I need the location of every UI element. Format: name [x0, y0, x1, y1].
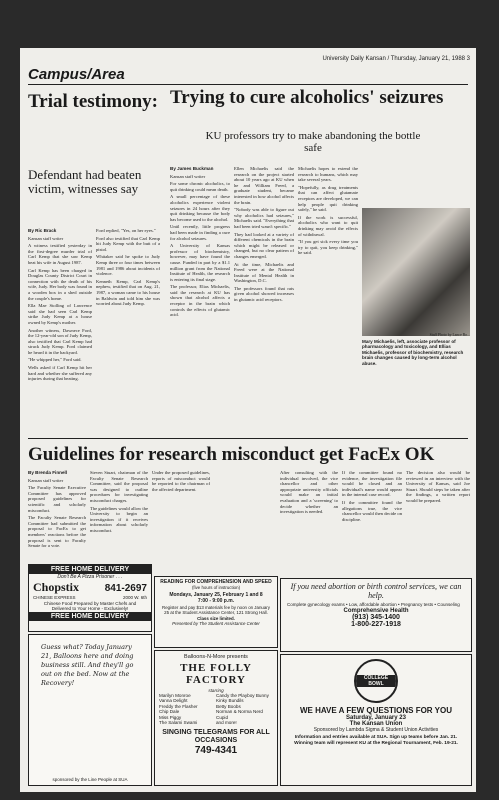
college-bowl-logo [354, 659, 398, 703]
paragraph: "Hopefully, as drug treatments that can affect glutamate receptors are developed, we can help people quit drinking safely," he said. [298, 184, 358, 213]
story3-byline: By Brenda Finnell [28, 470, 68, 475]
story3-col3 [152, 470, 210, 574]
cast-name: Betty Boobs [216, 703, 241, 709]
paragraph: Another witness, Dawnece Ford, the 12-year-old son of Judy Kemp, also testified that Carl Kemp had struck Judy Kemp. Ford claimed he heard it in the backyard. [28, 327, 92, 355]
paragraph: Carl Kemp has been charged in Douglas County District Court in connection with the death of his wife, Judy. Her body was found in a wooden box in a shed outside the couple's home. [28, 267, 92, 301]
cast-name: Norman & Norma Nerd [216, 709, 263, 715]
cast-name: Chip Dale [159, 709, 180, 715]
paragraph: Whitaker said he spoke to Judy Kemp three or four times between 1981 and 1986 about incidents of violence. [96, 254, 160, 277]
free-delivery-bottom: FREE HOME DELIVERY [29, 612, 151, 621]
chopstix-row [29, 580, 151, 595]
paragraph: A small percentage of these alcoholics experience violent seizures in 24 hours after they quit drinking because the body has become used to the alcohol. [170, 194, 230, 222]
paragraph: The decision also would be reviewed in an interview with the University of Kansas, said Joe Stuart. Should steps be taken after the findings, a written report would be prepared. [406, 470, 470, 503]
paragraph: At the time, Michaelis and Freed were at the National Institute of Mental Health in Washington, D.C. [234, 261, 294, 284]
cast-name: Candy the Playboy Bunny [216, 693, 269, 698]
story3-byline-role: Kansan staff writer [28, 477, 64, 483]
paragraph: The Faculty Senate Executive Committee has approved proposed guidelines for scientific and scholarly misconduct. [28, 485, 86, 513]
cast-name: Vanna Delight [159, 698, 188, 704]
balloons-starring: starring [208, 688, 224, 693]
story3-col4 [280, 470, 338, 574]
cast-name: Kinky Bundils [216, 698, 244, 704]
chopstix-phone: 841-2697 [104, 583, 147, 594]
college-bowl-ad [280, 654, 472, 786]
cb-sponsor: Sponsored by Lambda Sigma & Student Union Activities [313, 727, 439, 733]
balloons-phone: 749-4341 [194, 745, 238, 757]
running-head: University Daily Kansan / Thursday, January 21, 1988 3 [322, 56, 470, 62]
paragraph: The guidelines would allow the University to begin an investigation if it receives information about scholarly misconduct. [90, 505, 148, 533]
story1-body [28, 228, 92, 436]
section-rule [28, 84, 468, 85]
story3-col5 [342, 470, 402, 574]
photo-caption: Mary Michaelis, left, associate professor of pharmacology and toxicology, and Ellias Michaelis, professor of biochemistry, research brain changes caused by long-term alcohol abuse. [362, 339, 464, 366]
story3-col2 [90, 470, 148, 560]
balloons-top: Balloons-N-More presents [184, 654, 248, 660]
paragraph: Steven Stuart, chairman of the Faculty Senate Research Committee, said the proposal was designed to outline procedures for investigating misconduct charges. [90, 470, 148, 503]
cb-info: Information and entries available at SUA. Sign up teams before Jan. 21. Winning team will represent KU at the Regional Tournament, Feb. 19-21. [294, 735, 458, 746]
paragraph: Kenneth Kemp, Carl Kemp's nephew, testified that on Aug. 21, 1987, a woman came to his house in Baldwin and told him she was worried about Judy Kemp. [96, 278, 160, 307]
paragraph: They had looked at a variety of different chemicals in the brain which might be released or changed, but no clear pattern of changes emerged. [234, 231, 294, 259]
clinic-ad [280, 578, 472, 652]
story1-body-col2 [96, 228, 160, 436]
cast-name: Miss Piggy [159, 714, 182, 720]
balloons-cast [155, 693, 277, 725]
story3-col1 [28, 470, 86, 560]
paragraph: Under the proposed guidelines, reports of misconduct would be reported to the chairman of the affected department. [152, 470, 210, 492]
reading-time: 7:00 - 9:00 p.m. [197, 598, 235, 604]
photo-credit: Staff Photo by Lance Ro... [429, 333, 470, 337]
reading-fee: Register and pay $13 materials fee by noon on January 25 at the Student Assistance Center, 121 Strong Hall. [162, 605, 270, 615]
paragraph: Ella Mae Stolling of Lawrence said she had seen Carl Kemp strike Judy Kemp at a house owned by Kemp's mother. [28, 303, 92, 325]
cast-name: and more! [216, 720, 237, 726]
balloons-tagline: SINGING TELEGRAMS FOR ALL OCCASIONS [162, 729, 270, 745]
story1-deck: Defendant had beaten victim, witnesses say [28, 167, 142, 196]
note-signature: sponsored by the Line People at SUA [52, 777, 128, 782]
story1-headline: Trial testimony: [28, 91, 158, 112]
paragraph: The Faculty Senate Research Committee had submitted the proposal to FacEx to get members' reactions before the proposal is sent to Faculty Senate for a vote. [28, 515, 86, 549]
paragraph: If the committee found no evidence, the investigation file would be closed and an individual's name would appear in the internal case record. [342, 470, 402, 498]
cast-name: Marilyn Monroe [159, 693, 191, 698]
paragraph: Until recently, little progress had been made in finding a cure for alcohol seizures. [170, 224, 230, 241]
clinic-phone-2: 1-800-227-1918 [351, 621, 401, 628]
reading-by: Presented by The Student Assistance Center [172, 621, 260, 626]
story2-col2 [234, 166, 294, 438]
reading-sub: (five hours of instruction) [191, 585, 241, 590]
story2-headline: Trying to cure alcoholics' seizures [170, 87, 444, 108]
story3-headline: Guidelines for research misconduct get FacEx OK [28, 444, 435, 465]
paragraph: If the work is successful, alcoholics who want to quit drinking may avoid the effects of withdrawal. [298, 214, 358, 237]
clinic-lead: If you need abortion or birth control services, we can help. [290, 582, 462, 600]
reading-dates: Mondays, January 25, February 1 and 8 [169, 592, 263, 598]
paragraph: Ford also testified that Carl Kemp hit Judy Kemp with the butt of a pistol. [96, 235, 160, 252]
cast-name: The Salami Swami [159, 720, 198, 726]
cast-name: Cupid [216, 714, 229, 720]
paragraph: A University of Kansas professor of biochemistry, however, may have found the cause. Funded in part by a $1.1 million grant from the National Institute of Health, the research is entering its final stage. [170, 243, 230, 282]
divider-rule [28, 438, 468, 439]
handwritten-note-ad [28, 634, 152, 786]
paragraph: Ellen Michaelis said the research on the project started about 10 years ago at KU when he and William Freed, a graduate student, became interested in how alcohol affects the brain. [234, 166, 294, 205]
college-bowl-title: COLLEGE BOWL [356, 675, 396, 687]
clinic-phone: (913) 345-1400 [352, 614, 400, 621]
story1-byline: By Ric Brack [28, 228, 57, 233]
story3-col6 [406, 470, 470, 574]
reading-ad [154, 576, 278, 648]
reading-limit: Class size limited. [197, 616, 235, 621]
cb-headline: WE HAVE A FEW QUESTIONS FOR YOU [299, 706, 452, 715]
free-delivery-top: FREE HOME DELIVERY [29, 565, 151, 574]
paragraph: Wells asked if Carl Kemp hit her hard and whether she suffered any injuries during that beating. [28, 365, 92, 382]
paragraph: "He whipped her," Ford said. [28, 357, 82, 363]
paragraph: If the committee found the allegations true, the vice chancellor would then decide on discipline. [342, 499, 402, 522]
newspaper-page [20, 48, 476, 792]
note-text: Guess what? Today January 21, Balloons here and doing business still. And they'll go out on the bed. Now at the Recovery! [41, 643, 134, 687]
paragraph: Michaelis hopes to extend the research to humans, which may take several years. [298, 166, 358, 183]
chopstix-sub: CHINESE EXPRESS [33, 595, 76, 600]
paragraph: After consulting with the individual involved, the vice chancellor and other appropriate university officials would make an initial evaluation and a 'screening' to decide whether an investigation is needed. [280, 470, 338, 515]
paragraph: The professor, Elias Michaelis, said the research at KU has shown that alcohol affects a receptor in the brain which controls the effects of glutamic acid. [170, 284, 230, 318]
cb-date: Saturday, January 23 [346, 715, 406, 721]
chopstix-ad [28, 564, 152, 632]
story2-col3 [298, 166, 358, 438]
paragraph: "If you get sick every time you try to quit, you keep drinking," he said. [298, 239, 358, 256]
pizza-line: Don't Be A Pizza Prisoner . . . [57, 574, 123, 580]
story2-deck: KU professors try to make abandoning the bottle safe [205, 130, 421, 154]
research-photo [362, 208, 470, 336]
chopstix-line: Chinese Food Prepared by Master Chefs and Delivered to Your Home - Exclusively! [43, 601, 137, 611]
paragraph: Ford replied, "Yes, on her eyes." [96, 228, 156, 233]
paragraph: For some chronic alcoholics, to quit drinking could mean death. [170, 181, 230, 192]
section-title: Campus/Area [28, 66, 125, 83]
chopstix-address: 2000 W. 6th [122, 595, 147, 600]
balloons-title: THE FOLLY FACTORY [180, 662, 252, 686]
story2-byline-role: Kansan staff writer [170, 173, 206, 179]
cast-name: Freddy the Flasher [159, 703, 198, 709]
paragraph: The professors found that rats given alcohol showed increases in glutamic acid receptors. [234, 285, 294, 303]
story2-col1 [170, 166, 230, 438]
balloons-ad [154, 650, 278, 786]
clinic-services: Complete gynecology exams • Low, affordable abortion • Pregnancy tests • Counseling [287, 602, 460, 607]
clinic-name: Comprehensive Health [343, 608, 409, 614]
story1-byline-role: Kansan staff writer [28, 235, 64, 241]
cb-place: The Kansan Union [349, 721, 403, 727]
reading-title: READING FOR COMPREHENSION AND SPEED [160, 579, 272, 585]
chopstix-logo: Chopstix [33, 580, 80, 594]
paragraph: "Nobody was able to figure out why alcoholics had seizures," Michaelis said. "Everything that had been tried wasn't specific." [234, 207, 294, 229]
story2-byline: By James Buckman [170, 166, 214, 171]
paragraph: A witness testified yesterday in the first-degree murder trial of Carl Kemp that she saw Kemp beat his wife in August 1987. [28, 243, 92, 265]
